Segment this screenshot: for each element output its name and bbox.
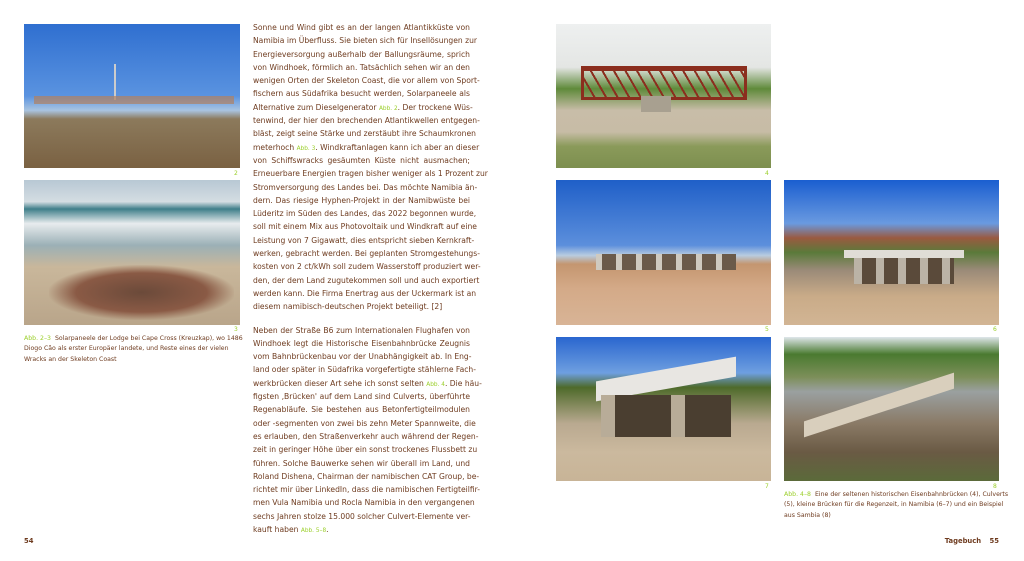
photo-solar-lodge <box>24 24 240 168</box>
caption-label: Abb. 4–8 <box>784 491 811 498</box>
text-line <box>253 510 470 523</box>
text-segment: wenigen Orten der Skeleton Coast, die vor allem von Sport- <box>253 76 480 86</box>
text-line <box>253 234 475 247</box>
text-line <box>253 443 478 456</box>
figure-reference: Abb. 4 <box>426 381 445 388</box>
text-line <box>253 207 477 220</box>
text-line <box>253 390 470 403</box>
text-segment: . Windkraftanlagen kann ich aber an dieser <box>315 142 480 152</box>
text-segment: Erneuerbare Energien tragen bisher weniger als 1 Prozent zur <box>253 169 488 179</box>
text-line <box>253 154 470 167</box>
text-line <box>253 167 488 180</box>
text-segment: zeit in geringer Höhe über ein sonst trockenes Flussbett zu <box>253 445 478 455</box>
body-paragraph <box>253 21 488 314</box>
text-segment: Leistung von 7 Gigawatt, dies entspricht sieben Kernkraft- <box>253 235 475 245</box>
body-paragraph <box>253 324 482 537</box>
text-line <box>253 457 470 470</box>
figure-caption-right <box>784 490 1009 521</box>
text-line <box>253 260 481 273</box>
running-footer-right <box>945 537 999 545</box>
figure-caption-left <box>24 334 244 365</box>
page-number-right: 55 <box>989 537 999 545</box>
text-segment: den, der dem Land zugutekommen soll und auch exportiert <box>253 275 480 285</box>
text-segment: fischern aus Südafrika besucht werden, Solarpaneele als <box>253 89 470 99</box>
text-line <box>253 350 470 363</box>
page-number-left: 54 <box>24 537 34 545</box>
text-segment: Namibia im Überfluss. Sie bieten sich für Insellösungen zur <box>253 36 478 46</box>
photo-culvert <box>556 180 771 325</box>
figure-reference: Abb. 2 <box>378 105 398 112</box>
text-segment: Sonne und Wind gibt es an der langen Atlantikküste von <box>253 23 470 32</box>
text-segment: . Der trockene Wüs- <box>397 102 473 112</box>
text-segment: figsten ‚Brücken' auf dem Land sind Culverts, überführte <box>253 392 470 402</box>
photo-wreck-coast <box>24 180 240 325</box>
text-line <box>253 220 477 233</box>
photo-small-bridge-mountains <box>784 180 999 325</box>
text-segment: . <box>326 524 329 534</box>
text-line <box>253 287 477 300</box>
text-line <box>253 496 475 509</box>
body-text-column <box>253 21 488 546</box>
text-line <box>253 523 470 536</box>
text-segment: kosten von 2 ct/kWh soll zudem Wasserstoff produziert wer- <box>253 262 481 272</box>
text-line <box>253 300 470 313</box>
text-segment: land oder später in Südafrika vorgefertigte stählerne Fach- <box>253 365 476 375</box>
text-line <box>253 363 476 376</box>
text-line <box>253 48 470 61</box>
text-segment: von Schiffswracks gesäumten Küste nicht ausmachen; <box>253 155 470 165</box>
text-line <box>253 417 476 430</box>
text-segment: richtet mir über LinkedIn, dass die namibischen Fertigteilfir- <box>253 485 481 495</box>
text-segment: werden kann. Die Firma Enertrag aus der Uckermark ist an <box>253 288 477 298</box>
text-line <box>253 247 480 260</box>
figure-reference: Abb. 5–8 <box>300 527 327 534</box>
text-line <box>253 430 479 443</box>
text-segment: es erlauben, den Straßenverkehr auch während der Regen- <box>253 431 479 441</box>
text-line <box>253 141 480 154</box>
text-segment: kauft haben <box>253 524 301 534</box>
text-segment: meterhoch <box>253 142 297 152</box>
text-line <box>253 21 470 34</box>
text-segment: . Die häu- <box>444 378 482 388</box>
text-line <box>253 61 470 74</box>
photo-zambia-bridge <box>784 337 999 481</box>
text-segment: diesem namibisch-deutschen Projekt beteiligt. [2] <box>253 302 443 312</box>
text-segment: Energieversorgung außerhalb der Ballungsräume, sprich <box>253 49 470 59</box>
text-segment: werken, gebracht werden. Bei geplanten Stromgestehungs- <box>253 249 480 259</box>
text-segment: tenwind, der hier den brechenden Atlantikwellen entgegen- <box>253 116 480 126</box>
text-segment: dern. Das riesige Hyphen-Projekt in der Namibwüste bei <box>253 195 470 205</box>
figure-number: 2 <box>234 170 238 177</box>
figure-number: 8 <box>993 483 997 490</box>
figure-number: 5 <box>765 326 769 333</box>
text-segment: Regenabläufe. Sie bestehen aus Betonfertigteilmodulen <box>253 405 470 415</box>
running-head: Tagebuch <box>944 537 982 545</box>
figure-number: 6 <box>993 326 997 333</box>
text-segment: Neben der Straße B6 zum Internationalen Flughafen von <box>253 325 470 335</box>
text-segment: Lüderitz im Süden des Landes, das 2022 begonnen wurde, <box>253 209 477 219</box>
text-line <box>253 470 480 483</box>
caption-text: Eine der seltenen historischen Eisenbahnbrücken (4), Culverts (5), kleine Brücken für die Regenzeit, in Namibia (6–7) und ein Beispiel aus Sambia (8) <box>784 491 1009 519</box>
text-segment: Alternative zum Dieselgenerator <box>253 102 379 112</box>
text-segment: vom Bahnbrückenbau vor der Unabhängigkeit ab. In Eng- <box>253 352 472 362</box>
figure-number: 3 <box>234 326 238 333</box>
photo-bridge-riverbed <box>556 337 771 481</box>
text-segment: von Windhoek, förmlich an. Tatsächlich sehen wir an den <box>253 62 470 72</box>
text-line <box>253 127 476 140</box>
text-line <box>253 483 481 496</box>
figure-number: 7 <box>765 483 769 490</box>
text-segment: sechs Jahren stolze 15.000 solcher Culvert-Elemente ver- <box>253 511 471 521</box>
text-segment: men Vula Namibia und Rocla Namibia in den vergangenen <box>253 498 475 508</box>
text-line <box>253 74 480 87</box>
text-segment: oder -segmenten von zwei bis zehn Meter Spannweite, die <box>253 418 476 428</box>
text-segment: werkbrücken dieser Art sehe ich sonst selten <box>253 378 427 388</box>
text-line <box>253 403 470 416</box>
text-segment: Stromversorgung des Landes bei. Das möchte Namibia än- <box>253 182 478 192</box>
caption-label: Abb. 2–3 <box>24 335 51 342</box>
caption-text: Solarpaneele der Lodge bei Cape Cross (Kreuzkap), wo 1486 Diogo Cão als erster Europäer landete, und Reste eines der vielen Wracks an der Skeleton Coast <box>24 335 243 363</box>
text-line <box>253 324 470 337</box>
text-segment: Roland Dishena, Chairman der namibischen CAT Group, be- <box>253 471 480 481</box>
text-line <box>253 337 470 350</box>
figure-reference: Abb. 3 <box>296 145 316 152</box>
figure-number: 4 <box>765 170 769 177</box>
text-segment: bläst, zeigt seine Stärke und zerstäubt ihre Schaumkronen <box>253 129 476 139</box>
text-line <box>253 114 480 127</box>
text-segment: Windhoek legt die Historische Eisenbahnbrücke Zeugnis <box>253 338 470 348</box>
text-line <box>253 194 470 207</box>
text-line <box>253 377 482 390</box>
text-line <box>253 274 480 287</box>
text-segment: soll mit einem Mix aus Photovoltaik und Windkraft auf eine <box>253 222 477 232</box>
text-line <box>253 181 478 194</box>
text-line <box>253 87 470 100</box>
text-segment: führen. Solche Bauwerke sehen wir überall im Land, und <box>253 458 470 468</box>
text-line <box>253 101 473 114</box>
text-line <box>253 34 478 47</box>
photo-railway-bridge <box>556 24 771 168</box>
